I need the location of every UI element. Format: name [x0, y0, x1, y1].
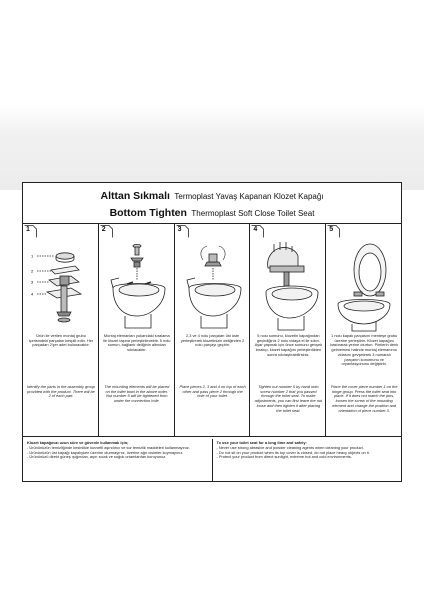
notes-en-heading: To use your toilet seat for a long time and safely:	[216, 440, 307, 445]
step-number-badge	[24, 225, 37, 238]
background-band	[0, 0, 424, 190]
step-1-english-text: Identify the parts in the assembly group provided with the product. There will be 2 of each part.	[27, 384, 95, 399]
step-number: 5	[329, 226, 334, 233]
step-number: 1	[26, 226, 30, 233]
step-number-badge	[327, 225, 340, 238]
steps-row	[23, 223, 401, 437]
title-tr-rest: Termoplast Yavaş Kapanan Klozet Kapağı	[174, 192, 324, 201]
step-number: 4	[253, 226, 258, 233]
step-5	[326, 224, 401, 436]
step-5-turkish-text: 1 nolu kapak parçasını menteşe grubu üzerine yerleştirin. Klozet kapağını bastırarak yerine oturtun. Pimlerin denk gelmemesi halinde montaj elemanının vidasını gevşeterek 3 numaralı parçanın konumunu ve oryantasyonunu değiştirin.	[330, 333, 399, 367]
instruction-sheet	[22, 182, 402, 482]
notes-tr-item: - Ürününüzün temizliğinde kesinlikle kuvvetli aşındırıcı ve toz temizlik maddeleri kullanmayınız.	[27, 444, 190, 450]
notes-tr-heading: Klozet kapağınızı uzun süre ve güvenle kullanmak için;	[27, 440, 129, 445]
notes-en-item: - Protect your product from direct sunlight, extreme hot and cold environments.	[216, 454, 352, 460]
care-notes-english	[212, 439, 402, 481]
title-en-bold: Bottom Tighten	[109, 207, 187, 219]
step-1-turkish-text: Ürün ile verilen montaj grubu içerisindeki parçaları kesplit edin. Her parçadan 2'şer adet bulunacaktır.	[28, 333, 94, 348]
notes-tr-item: - Ürününüzün üst kapağı kapalıyken üzerine oturmayınız, üzerine ağır cisimler koymayınız.	[27, 449, 184, 455]
part-label: 1	[31, 253, 34, 259]
title-block	[23, 187, 401, 221]
step-3	[175, 224, 251, 436]
title-en-rest: Thermoplast Soft Close Toilet Seat	[191, 209, 315, 218]
notes-en-item: - Never use strong abrasive and powder cleaning agents when cleaning your product.	[216, 444, 364, 450]
step-2	[99, 224, 175, 436]
step-2-english-text: The mounting elements will be placed on the toilet bowl in the above order. Nut number 5 will be tightened from under the connection hole.	[104, 384, 170, 404]
insert-parts-illustration	[179, 240, 247, 332]
toilet-bowl-parts-illustration	[103, 240, 171, 332]
step-4-turkish-text: 5 nolu somunu, klozetin kapağından geçirdiğiniz 2 nolu vidaya el ile sıkın. Ayar yapmak için önce somunu gevşek bırakıp, klozet kapağını yerleştirdikten sonra sıkılaştırabilirsiniz.	[254, 333, 323, 357]
step-4-english-text: Tighten nut number 5 by hand onto screw number 2 that you passed through the toilet seat. To make adjustments, you can first leave the nut loose and then tighten it after placing the toilet seat.	[254, 384, 323, 413]
notes-en-item: - Do not sit on your product when its top cover is closed, do not place heavy objects on it.	[216, 449, 370, 455]
step-2-turkish-text: Montaj elemanları yukarıdaki sıralama ile klozet taşına yerleştirilecektir. 5 nolu somun, bağlantı deliğinin altından sıkılacaktır.	[103, 333, 171, 353]
title-english	[23, 204, 401, 221]
step-4	[250, 224, 326, 436]
care-notes	[23, 439, 401, 481]
title-tr-bold: Alttan Sıkmalı	[100, 190, 170, 202]
step-number: 3	[177, 226, 182, 233]
title-turkish	[23, 187, 401, 204]
part-label: 2	[31, 268, 34, 274]
care-notes-turkish	[23, 439, 212, 481]
seat-attach-illustration	[330, 240, 398, 332]
part-label: 4	[31, 291, 34, 297]
notes-tr-item: - Ürününüzü direkt güneş ışığından, aşırı sıcak ve soğuk ortamlardan koruyunuz.	[27, 454, 167, 460]
step-number-badge	[251, 225, 264, 238]
step-number: 2	[101, 226, 106, 233]
step-5-english-text: Place the cover piece number 1 on the hinge group. Press the toilet seat into place. If it does not match the pins, loosen the screw of the mounting element and change the position and orientation of piece number 3.	[330, 384, 398, 413]
step-1	[23, 224, 99, 436]
hand-tighten-illustration	[254, 240, 322, 332]
parts-exploded-illustration	[27, 240, 95, 332]
step-3-english-text: Place pieces 2, 3 and 4 on top of each other and pass piece 2 through the hole of your toilet.	[179, 384, 246, 399]
part-label: 3	[31, 279, 34, 285]
step-number-badge	[100, 225, 113, 238]
step-3-turkish-text: 2,3 ve 4 nolu parçaları üst üste yerleştirerek klozetinizin deliğinden 2 nolu parçayı geçirin.	[180, 333, 245, 348]
step-number-badge	[176, 225, 189, 238]
